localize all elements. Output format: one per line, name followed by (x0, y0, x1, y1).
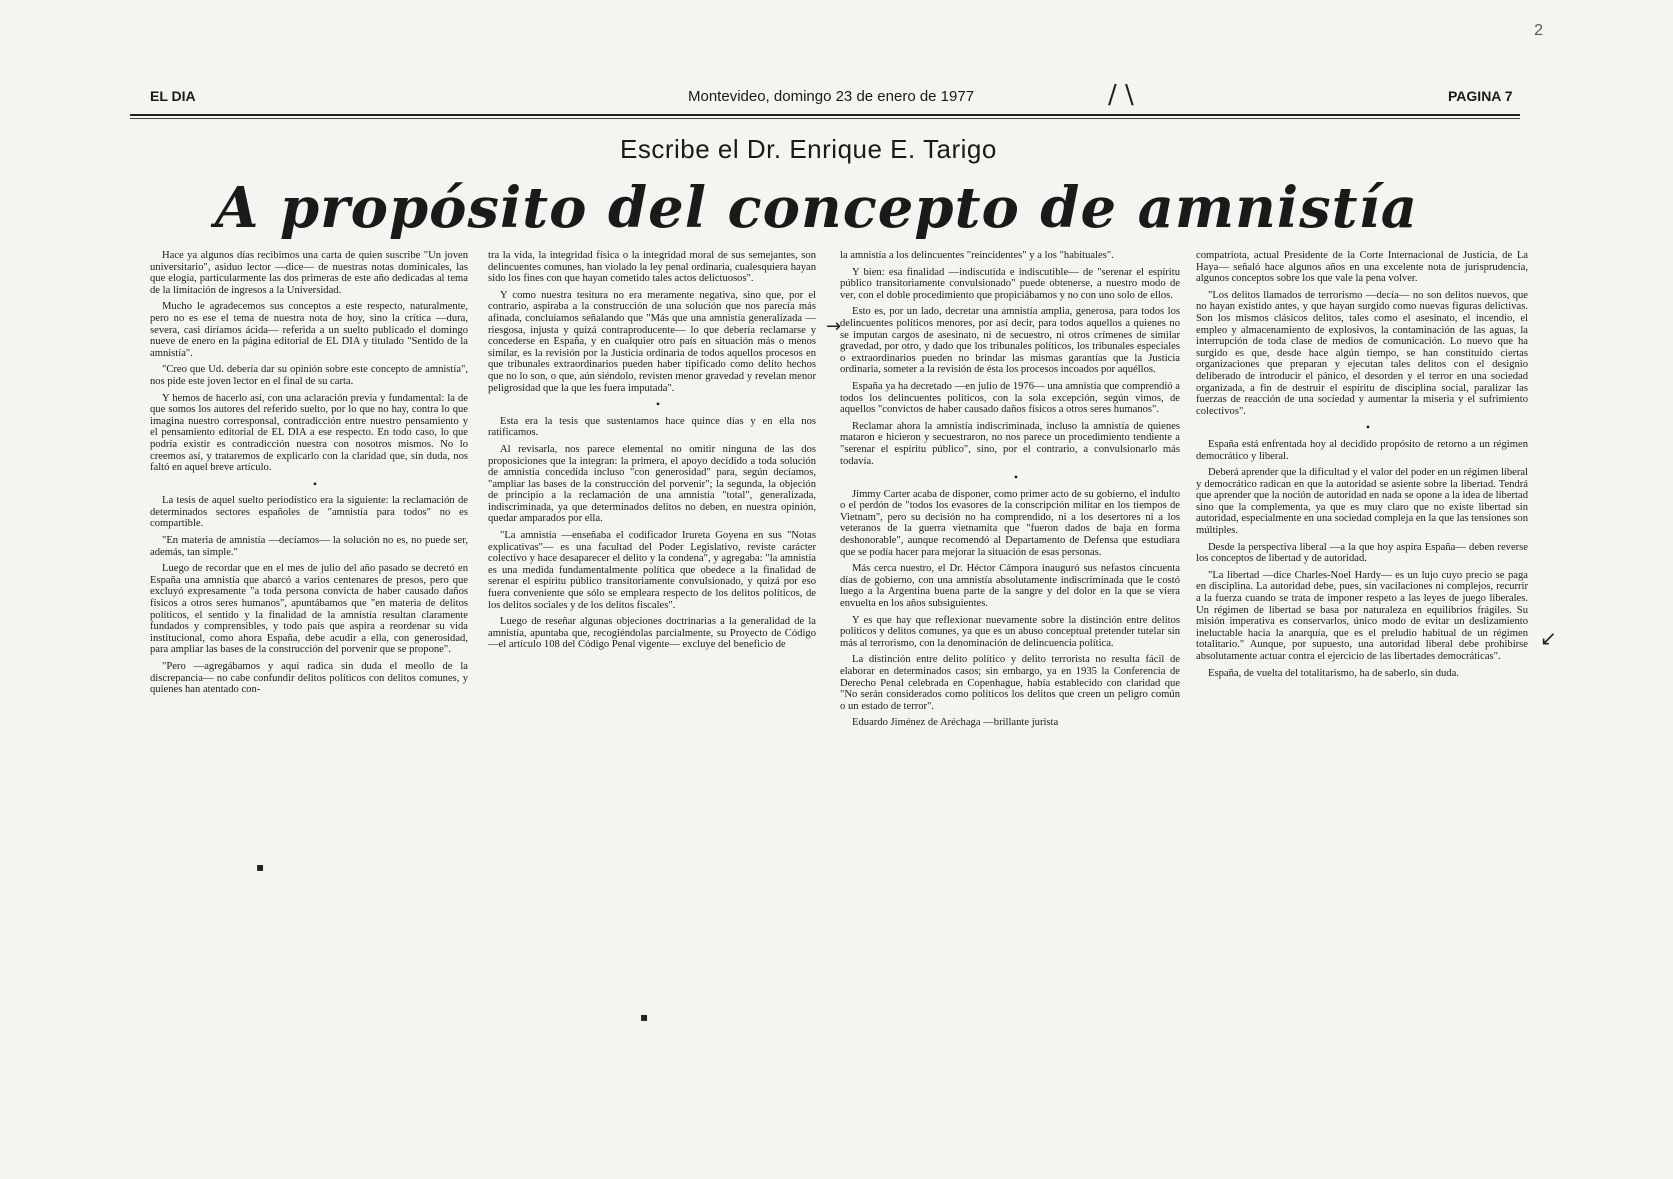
speck-icon: ▪ (640, 1010, 649, 1024)
masthead: EL DIA (150, 88, 196, 104)
header-rule (130, 114, 1520, 116)
section-bullet: • (312, 476, 318, 491)
paragraph: España ya ha decretado —en julio de 1976— una amnistía que comprendió a todos los delincuentes políticos, con la sola excepción, según vimos, de aquellos "convictos de haber causado daños físicos a otros seres humanos". (840, 380, 1180, 416)
paragraph: Y es que hay que reflexionar nuevamente sobre la distinción entre delitos políticos y delitos comunes, ya que es un abuso conceptual pretender tutelar sin más al terrorismo, con la denominación de delincuencia política. (840, 614, 1180, 649)
paragraph: Jimmy Carter acaba de disponer, como primer acto de su gobierno, el indulto o el perdón de "todos los evasores de la conscripción militar en los tiempos de Vietnam", pero su decisión no ha comprendido, ni a los desertores ni a los veteranos de la guerra vietnamita que "fueron dados de baja en forma deshonorable", aunque recomendó al Departamento de Defensa que estudiara que se podía hacer para mejorar la situación de esas personas. (840, 488, 1180, 558)
paragraph: Mucho le agradecemos sus conceptos a este respecto, naturalmente, pero no es ese el tema de nuestra nota de hoy, sino la crítica —dura, severa, casi diríamos ácida— referida a un suelto publicado el domingo nueve de enero en la página editorial de EL DIA y titulado "Sentido de la amnistía". (150, 301, 468, 359)
paragraph: "Los delitos llamados de terrorismo —decía— no son delitos nuevos, que no hayan existido antes, y que hayan surgido como nuevas figuras delictivas. Son los mismos clásicos delitos, tales como el asesinato, el incendio, el empleo y almacenamiento de explosivos, la contaminación de las aguas, la interrupción de toda clase de medios de comunicación. Lo nuevo que ha surgido es que, desde hace algún tiempo, se han constituido ciertas organizaciones que preparan y ejecutan tales delitos con el designio deliberado de introducir el pánico, el desorden y el terror en una sociedad organizada, a fin de destruir el espíritu de disciplina social, paralizar las fuerzas de reacción de una sociedad y aumentar la miseria y el sufrimiento colectivos". (1196, 289, 1528, 417)
paragraph: Y hemos de hacerlo así, con una aclaración previa y fundamental: la de que somos los autores del referido suelto, por lo que no hay, contra lo que imagina nuestro corresponsal, contradicción entre nuestro pensamiento y el pensamiento editorial de EL DIA a ese respecto. En todo caso, lo que podría existir es contradicción nuestra con nosotros mismos. No lo creemos así, y trataremos de explicarlo con la claridad que, sin duda, nos faltó en aquel breve artículo. (150, 392, 468, 474)
byline-kicker: Escribe el Dr. Enrique E. Tarigo (620, 134, 997, 164)
paragraph: Esta era la tesis que sustentamos hace quince días y en ella nos ratificamos. (488, 415, 816, 439)
paragraph: Y como nuestra tesitura no era meramente negativa, sino que, por el contrario, aspiraba a la construcción de una solución que nos parecía más afinada, concluíamos señalando que "Más que una amnistía generalizada —riesgosa, injusta y quizá contraproducente— lo que debería reclamarse y concederse en España, y en cualquier otro país en situación más o menos similar, es la revisión por la Justicia ordinaria de todos aquellos procesos en que tribunales extraordinarios pueden haber tipificado como delito hechos que no lo son, o que, aún siéndolo, revisten menor gravedad y revelan menor peligrosidad que la que les fuera imputada". (488, 289, 816, 394)
paragraph: La distinción entre delito político y delito terrorista no resulta fácil de elaborar en determinados casos; sin embargo, ya en 1935 la Conferencia de Derecho Penal celebrada en Copenhague, había establecido con claridad que "No serán considerados como políticos los delitos que creen un peligro común o un estado de terror". (840, 654, 1180, 712)
header-rule-thin (130, 118, 1520, 119)
paragraph: España está enfrentada hoy al decidido propósito de retorno a un régimen democrático y liberal. (1196, 438, 1528, 462)
section-bullet: • (655, 397, 661, 412)
paragraph: Desde la perspectiva liberal —a la que hoy aspira España— deben reverse los conceptos de libertad y de autoridad. (1196, 541, 1528, 565)
paragraph: La tesis de aquel suelto periodístico era la siguiente: la reclamación de determinados sectores españoles de "amnistía para todos" no es compartible. (150, 495, 468, 530)
paragraph: Al revisarla, nos parece elemental no omitir ninguna de las dos proposiciones que la integran: la primera, el apoyo decidido a toda solución de amnistía concedida incluso "con generosidad" para, según decíamos, "ampliar las bases de la construcción del porvenir"; la segunda, la objeción de principio a la reclamación de una amnistía "total", generalizada, indiscriminada, ya que determinados delitos no deben, en nuestra opinión, quedar amparados por ella. (488, 443, 816, 525)
speck-icon: ▪ (256, 860, 265, 874)
paragraph: Deberá aprender que la dificultad y el valor del poder en un régimen liberal y democrático radican en que la autoridad se asiente sobre la libertad. Tendrá que aprender que la noción de autoridad en nada se opone a la idea de libertad sino que la complementa, ya que es muy claro que no existe libertad sin autoridad, especialmente en una sociedad compleja en la que las tensiones son múltiples. (1196, 467, 1528, 537)
handwritten-page-number: 2 (1534, 22, 1543, 39)
paragraph: la amnistía a los delincuentes "reincidentes" y a los "habituales". (840, 250, 1114, 261)
paragraph: España, de vuelta del totalitarismo, ha de saberlo, sin duda. (1208, 667, 1459, 679)
column-2 (488, 250, 816, 656)
paragraph: "Creo que Ud. debería dar su opinión sobre este concepto de amnistía", nos pide este joven lector en el final de su carta. (150, 364, 468, 387)
paragraph: Esto es, por un lado, decretar una amnistía amplia, generosa, para todos los delincuentes políticos menores, por así decir, para todos aquellos a quienes no se imputan cargos de asesinato, ni de secuestro, ni otros crímenes de similar gravedad, por otro, y dado que los tribunales políticos, los tribunales especiales o extraordinarios pueden no brindar las mismas garantías que la Justicia ordinaria, someter a la revisión de ésta los procesos incoados por aquéllos. (840, 306, 1180, 376)
column-4 (1196, 250, 1528, 684)
paragraph: "Pero —agregábamos y aquí radica sin duda el meollo de la discrepancia— no cabe confundir delitos políticos con delitos comunes, y quienes han atentado con- (150, 661, 468, 696)
paragraph: "La libertad —dice Charles-Noel Hardy— es un lujo cuyo precio se paga en disciplina. La autoridad debe, pues, sin vacilaciones ni complejos, recurrir a la fuerza cuando se trata de imponer respeto a las leyes de juego liberales. Un régimen de libertad se basa por naturaleza en equilibrios frágiles. Su misión imperativa es conservarlos, único modo de evitar un deslizamiento ineluctable hacia la anarquía, que es el preludio habitual de un régimen totalitario." Aunque, por supuesto, una autoridad liberal debe prohibirse absolutamente actuar contra el ejercicio de las libertades democráticas". (1196, 569, 1528, 662)
column-3 (840, 250, 1180, 734)
handwritten-arrow-icon: ↙ (1540, 626, 1557, 650)
paragraph: Luego de recordar que en el mes de julio del año pasado se decretó en España una amnistía que abarcó a varios centenares de presos, pero que excluyó expresamente "a toda persona convicta de haber causado daños físicos a otros seres humanos", apuntábamos que "en materia de delitos políticos, el sentido y la finalidad de la amnistía resultan claramente fundados y comprensibles, y todo país que aspira a reordenar su vida institucional, como ahora España, debe acudir a ella, con generosidad, para ampliar las bases de la construcción del porvenir que se propone". (150, 563, 468, 656)
column-1 (150, 250, 468, 701)
paragraph: "En materia de amnistía —decíamos— la solución no es, no puede ser, además, tan simple." (150, 535, 468, 558)
headline: A propósito del concepto de amnistía (215, 175, 1419, 241)
handwritten-mark-icon: / \ (1108, 80, 1134, 110)
paragraph: Luego de reseñar algunas objeciones doctrinarias a la generalidad de la amnistía, apuntaba que, recogiéndolas parcialmente, su Proyecto de Código —el artículo 108 del Código Penal vigente— excluye del beneficio de (488, 616, 816, 651)
paragraph: tra la vida, la integridad física o la integridad moral de sus semejantes, son delincuentes comunes, han violado la ley penal ordinaria, cualesquiera hayan sido los fines con que hayan cometido tales actos delictuosos". (488, 250, 816, 285)
handwritten-arrow-icon: → (826, 316, 842, 337)
paragraph: Más cerca nuestro, el Dr. Héctor Cámpora inauguró sus nefastos cincuenta días de gobierno, con una amnistía absolutamente indiscriminada que le costó luego a la Argentina buena parte de la sangre y del dolor en la que se viera envuelta en los años subsiguientes. (840, 563, 1180, 610)
paragraph: Y bien: esa finalidad —indiscutida e indiscutible— de "serenar el espíritu público transitoriamente convulsionado" puede obtenerse, a nuestro modo de ver, con el doble procedimiento que propiciábamos y no con uno solo de ellos. (840, 266, 1180, 301)
paragraph: "La amnistía —enseñaba el codificador Irureta Goyena en sus "Notas explicativas"— es una facultad del Poder Legislativo, reviste carácter colectivo y hace desaparecer el delito y la condena", y agregaba: "la amnistía es una medida fundamentalmente política que obedece a la finalidad de serenar el espíritu público transitoriamente convulsionado, y quizá por eso fuera conveniente que sólo se empleara respecto de los delitos políticos, de los delitos sociales y de los delitos fiscales". (488, 530, 816, 611)
section-bullet: • (1013, 470, 1019, 485)
paragraph: Reclamar ahora la amnistía indiscriminada, incluso la amnistía de quienes mataron e hicieron y secuestraron, no nos parece un procedimiento tendiente a "serenar el espíritu público", sino, por el contrario, a convulsionarlo más todavía. (840, 420, 1180, 467)
page-label: PAGINA 7 (1448, 88, 1513, 104)
paragraph: Eduardo Jiménez de Aréchaga —brillante jurista (852, 717, 1059, 729)
dateline: Montevideo, domingo 23 de enero de 1977 (688, 88, 975, 105)
section-bullet: • (1365, 420, 1371, 435)
paragraph: compatriota, actual Presidente de la Corte Internacional de Justicia, de La Haya— señaló hace algunos años en una excelente nota de jurisprudencia, algunos conceptos sobre los que vale la pena volver. (1196, 250, 1528, 285)
paragraph: Hace ya algunos días recibimos una carta de quien suscribe "Un joven universitario", asiduo lector —dice— de nuestras notas dominicales, las que elogia, particularmente las dos primeras de este año dedicadas al tema de la limitación de ingresos a la Universidad. (150, 250, 468, 296)
